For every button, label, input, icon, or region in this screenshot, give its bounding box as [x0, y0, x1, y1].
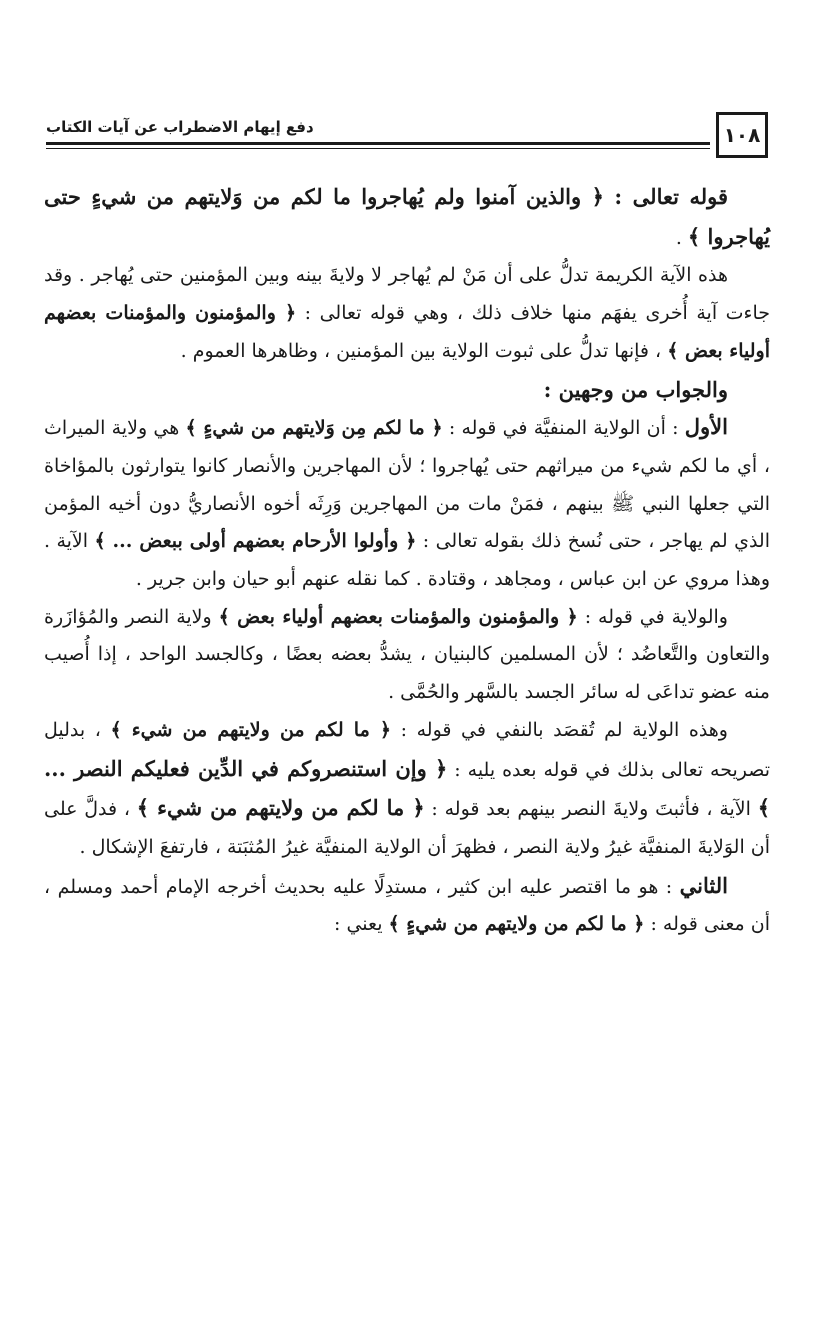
text-run: . — [675, 226, 688, 249]
quote-label: قوله تعالى : — [603, 184, 728, 209]
quran-verse: ﴿ والذين آمنوا ولم يُهاجروا ما لكم من وَلايتهم من شيءٍ حتى يُهاجروا ﴾ — [44, 184, 770, 249]
text-run: يعني : — [334, 913, 389, 936]
quran-verse: ﴿ وأولوا الأرحام بعضهم أولى ببعض ... ﴾ — [94, 530, 417, 553]
quran-verse: ﴿ ما لكم من ولايتهم من شيء ﴾ — [110, 718, 392, 741]
paragraph-5 — [44, 599, 770, 712]
text-run: هذه الآية الكريمة تدلُّ على أن مَنْ لم يُهاجر لا ولايةَ بينه وبين المؤمنين حتى يُهاجر . وقد جاءت آية أُخرى يفهَم منها خلاف ذلك ، وهي قوله تعالى : — [44, 264, 770, 325]
text-run: الآية . وهذا مروي عن ابن عباس ، ومجاهد ، وقتادة . كما نقله عنهم أبو حيان وابن جرير . — [44, 530, 770, 591]
answer-heading: والجواب من وجهين : — [543, 376, 728, 402]
paragraph-6 — [44, 712, 770, 867]
header-rule-thin — [46, 148, 710, 149]
header-rule-thick — [46, 142, 710, 145]
quran-verse: ﴿ والمؤمنون والمؤمنات بعضهم أولياء بعض ﴾ — [218, 605, 578, 628]
paragraph-1 — [44, 178, 770, 257]
text-run: ولاية النصر والمُؤازَرة والتعاون والتَّعاضُد ؛ لأن المسلمين كالبنيان ، يشدُّ بعضه بعضًا ، وكالجسد الواحد ، إذا أُصيب منه عضو تداعَى له سائر الجسد بالسَّهر والحُمَّى . — [44, 605, 770, 704]
page-number-box — [716, 112, 768, 158]
quran-verse: ﴿ والمؤمنون والمؤمنات بعضهم أولياء بعض ﴾ — [44, 302, 770, 362]
quran-verse: ﴿ ما لكم من ولايتهم من شيءٍ ﴾ — [388, 913, 645, 936]
paragraph-second-answer — [44, 867, 770, 944]
running-title: دفع إيهام الاضطراب عن آيات الكتاب — [46, 118, 314, 136]
paragraph-first-answer — [44, 408, 770, 599]
quran-verse: ﴿ ما لكم من ولايتهم من شيء ﴾ — [136, 795, 425, 821]
page-header — [46, 112, 768, 162]
text-run: والولاية في قوله : — [577, 605, 728, 628]
text-run: هي ولاية الميراث ، أي ما لكم شيء من ميراثهم حتى يُهاجروا ؛ لأن المهاجرين والأنصار كانوا يتوارثون بالمؤاخاة التي جعلها النبي ﷺ بينهم ، فمَنْ مات من المهاجرين وَرِثَه أخوه الأنصاريُّ دون أخيه المؤمن الذي لم يهاجر ، حتى نُسخ ذلك بقوله تعالى : — [44, 417, 770, 553]
quran-verse: ﴿ وإن استنصروكم في الدِّين فعليكم النصر ... ﴾ — [44, 755, 771, 821]
body-text — [44, 178, 770, 944]
page-number: ١٠٨ — [723, 123, 761, 147]
text-run: : هو ما اقتصر عليه ابن كثير ، مستدِلًا عليه بحديث أخرجه الإمام أحمد ومسلم ، أن معنى قوله : — [44, 875, 770, 936]
paragraph-2 — [44, 257, 770, 370]
text-run: ، بدليل تصريحه تعالى بذلك في قوله بعده يليه : — [44, 718, 770, 781]
quran-verse: ﴿ ما لكم مِن وَلايتهم من شيءٍ ﴾ — [185, 417, 443, 440]
text-run: وهذه الولاية لم تُقصَد بالنفي في قوله : — [391, 718, 728, 741]
point-label: الثاني — [679, 872, 728, 898]
text-run: الآية ، فأثبتَ ولايةَ النصر بينهم بعد قوله : — [424, 798, 758, 821]
text-run: ، فدلَّ على أن الوَلايةَ المنفيَّة غيرُ ولاية النصر ، فظهرَ أن الولاية المنفيَّة غيرُ المُثبَتة ، فارتفعَ الإشكال . — [44, 798, 770, 858]
text-run: : أن الولاية المنفيَّة في قوله : — [442, 417, 685, 440]
text-run: ، فإنها تدلُّ على ثبوت الولاية بين المؤمنين ، وظاهرها العموم . — [180, 339, 668, 362]
point-label: الأول — [684, 414, 728, 440]
